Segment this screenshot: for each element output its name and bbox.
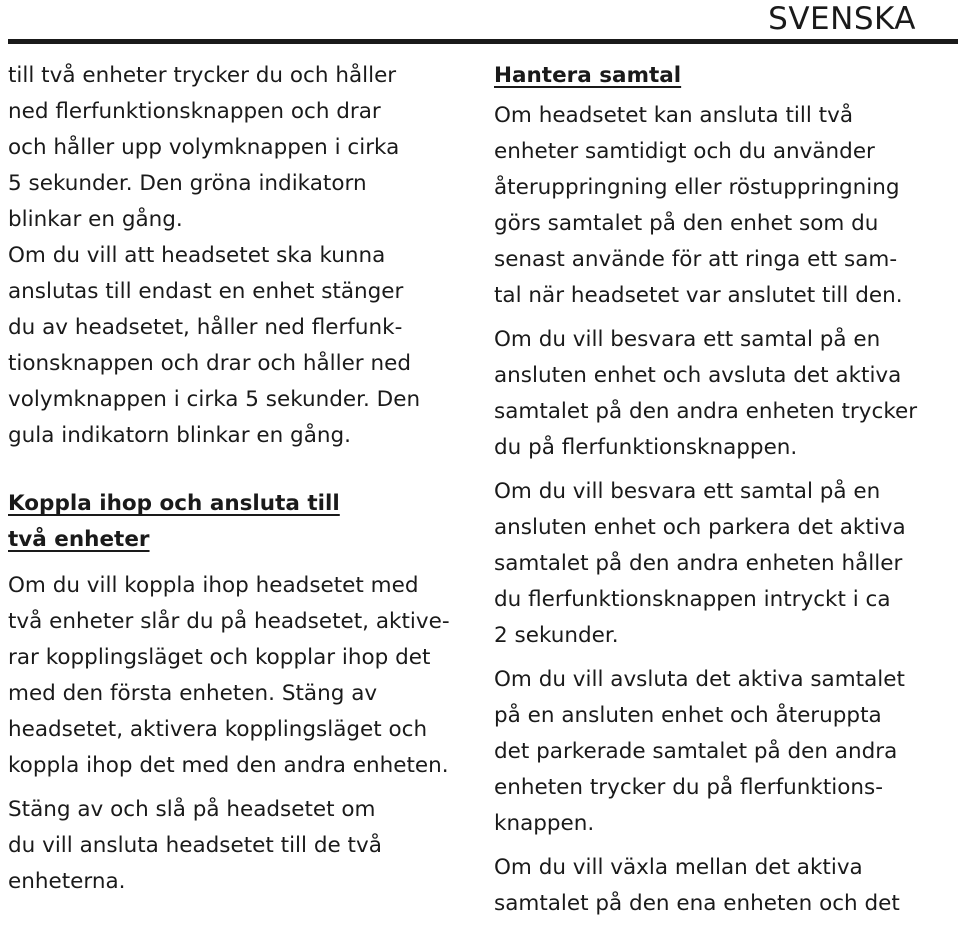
text-line: tionsknappen och drar och håller ned — [8, 351, 411, 376]
text-line: till två enheter trycker du och håller — [8, 63, 397, 88]
end-resume-paragraph — [494, 662, 952, 842]
text-line: Om du vill besvara ett samtal på en — [494, 327, 881, 352]
text-line: du på flerfunktionsknappen. — [494, 435, 798, 460]
text-line: återuppringning eller röstuppringning — [494, 175, 900, 200]
text-line: samtalet på den andra enheten trycker — [494, 399, 918, 424]
text-line: samtalet på den andra enheten håller — [494, 551, 903, 576]
text-line: med den första enheten. Stäng av — [8, 681, 378, 706]
calls-intro-paragraph — [494, 98, 952, 314]
pair-two-devices-heading — [8, 486, 478, 558]
heading-line: Hantera samtal — [494, 63, 682, 88]
text-line: görs samtalet på den enhet som du — [494, 211, 879, 236]
text-line: rar kopplingsläget och kopplar ihop det — [8, 645, 431, 670]
text-line: du vill ansluta headsetet till de två — [8, 833, 382, 858]
text-line: ansluten enhet och parkera det aktiva — [494, 515, 906, 540]
heading-line: Koppla ihop och ansluta till — [8, 491, 340, 516]
restart-paragraph — [8, 792, 478, 900]
pair-two-devices-paragraph — [8, 568, 478, 784]
header-rule — [8, 39, 958, 44]
text-line: det parkerade samtalet på den andra — [494, 739, 898, 764]
text-line: tal när headsetet var anslutet till den. — [494, 283, 903, 308]
answer-hold-paragraph — [494, 474, 952, 654]
text-line: knappen. — [494, 811, 595, 836]
text-line: koppla ihop det med den andra enheten. — [8, 753, 449, 778]
text-line: Om du vill besvara ett samtal på en — [494, 479, 881, 504]
text-line: Om du vill koppla ihop headsetet med — [8, 573, 419, 598]
text-line: samtalet på den ena enheten och det — [494, 891, 900, 916]
text-line: enheterna. — [8, 869, 126, 894]
section-language-label: SVENSKA — [768, 1, 916, 37]
text-line: Om headsetet kan ansluta till två — [494, 103, 853, 128]
right-column — [494, 58, 952, 922]
text-line: Om du vill avsluta det aktiva samtalet — [494, 667, 905, 692]
text-line: på en ansluten enhet och återuppta — [494, 703, 882, 728]
handle-calls-heading — [494, 58, 952, 94]
intro-paragraph — [8, 58, 478, 238]
text-line: ansluten enhet och avsluta det aktiva — [494, 363, 902, 388]
text-line: senast använde för att ringa ett sam- — [494, 247, 898, 272]
answer-end-paragraph — [494, 322, 952, 466]
text-line: enheten trycker du på flerfunktions- — [494, 775, 884, 800]
text-line: Om du vill växla mellan det aktiva — [494, 855, 863, 880]
text-line: headsetet, aktivera kopplingsläget och — [8, 717, 428, 742]
switch-paragraph — [494, 850, 952, 922]
single-device-paragraph — [8, 238, 478, 454]
text-line: två enheter slår du på headsetet, aktive- — [8, 609, 450, 634]
text-line: 2 sekunder. — [494, 623, 619, 648]
text-line: anslutas till endast en enhet stänger — [8, 279, 404, 304]
text-line: volymknappen i cirka 5 sekunder. Den — [8, 387, 421, 412]
text-line: blinkar en gång. — [8, 207, 183, 232]
text-line: 5 sekunder. Den gröna indikatorn — [8, 171, 367, 196]
text-line: du av headsetet, håller ned flerfunk- — [8, 315, 403, 340]
text-line: du flerfunktionsknappen intryckt i ca — [494, 587, 891, 612]
heading-line: två enheter — [8, 527, 150, 552]
text-line: ned flerfunktionsknappen och drar — [8, 99, 381, 124]
text-line: Om du vill att headsetet ska kunna — [8, 243, 386, 268]
text-line: gula indikatorn blinkar en gång. — [8, 423, 351, 448]
page-header — [0, 0, 960, 46]
text-line: och håller upp volymknappen i cirka — [8, 135, 400, 160]
text-line: Stäng av och slå på headsetet om — [8, 797, 376, 822]
text-line: enheter samtidigt och du använder — [494, 139, 875, 164]
left-column — [8, 58, 478, 900]
